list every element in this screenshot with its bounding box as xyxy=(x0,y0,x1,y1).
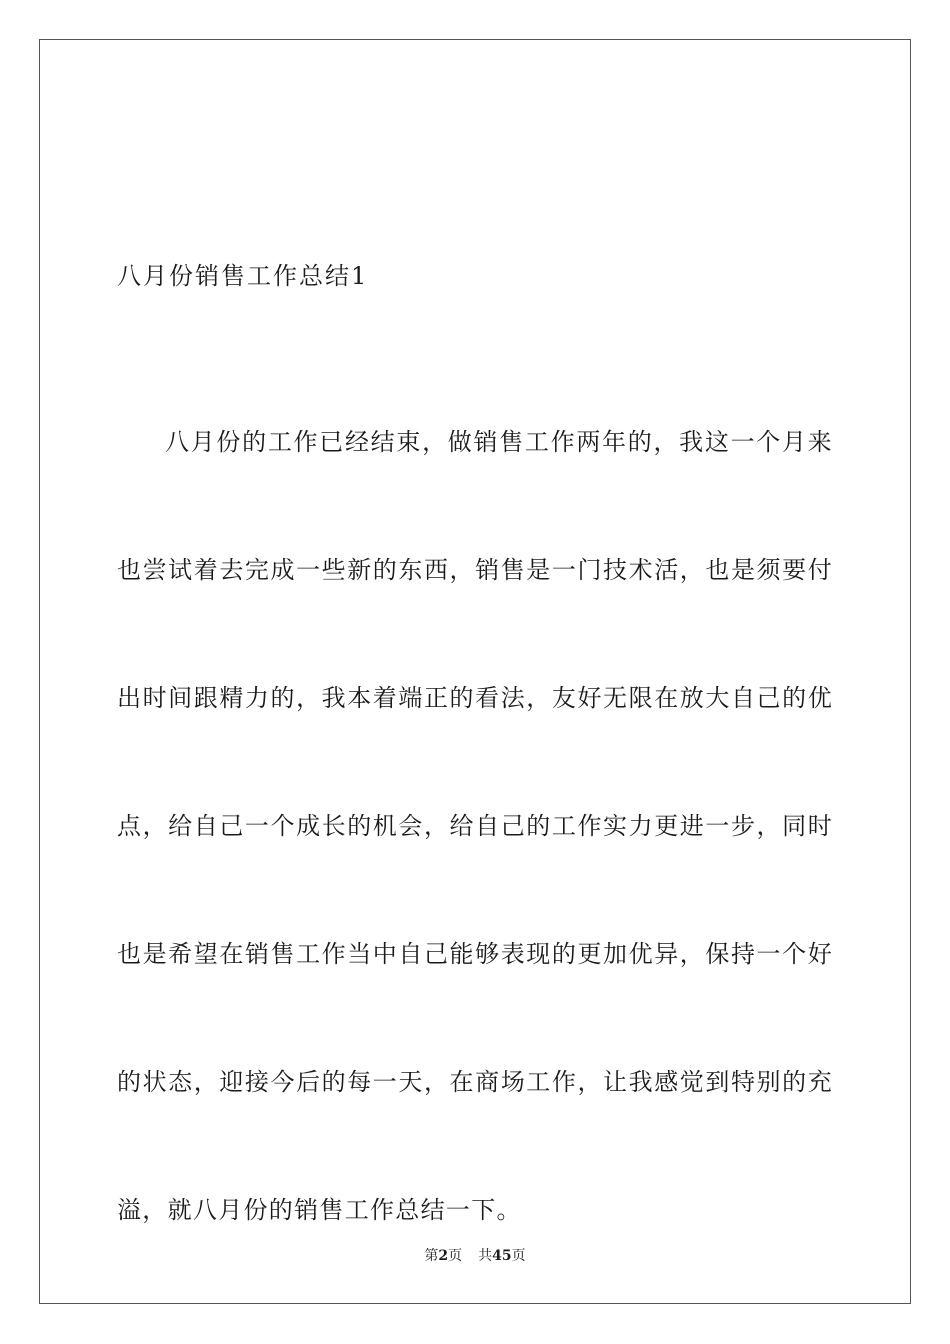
page-prefix: 第 xyxy=(424,1248,439,1264)
page-number: 2 xyxy=(438,1248,449,1264)
body-paragraph: 八月份的工作已经结束，做销售工作两年的，我这一个月来也尝试着去完成一些新的东西，销售是一门技术活，也是须要付出时间跟精力的，我本着端正的看法，友好无限在放大自己的优点，给自己一个成长的机会，给自己的工作实力更进一步，同时也是希望在销售工作当中自己能够表现的更加优异，保持一个好的状态，迎接今后的每一天，在商场工作，让我感觉到特别的充溢，就八月份的销售工作总结一下。 xyxy=(117,428,833,1224)
total-suffix: 页 xyxy=(511,1248,526,1264)
page-footer xyxy=(0,1246,950,1266)
total-pages: 45 xyxy=(492,1248,512,1264)
document-title: 八月份销售工作总结1 xyxy=(117,262,369,290)
page-suffix: 页 xyxy=(448,1248,463,1264)
total-prefix: 共 xyxy=(478,1248,493,1264)
